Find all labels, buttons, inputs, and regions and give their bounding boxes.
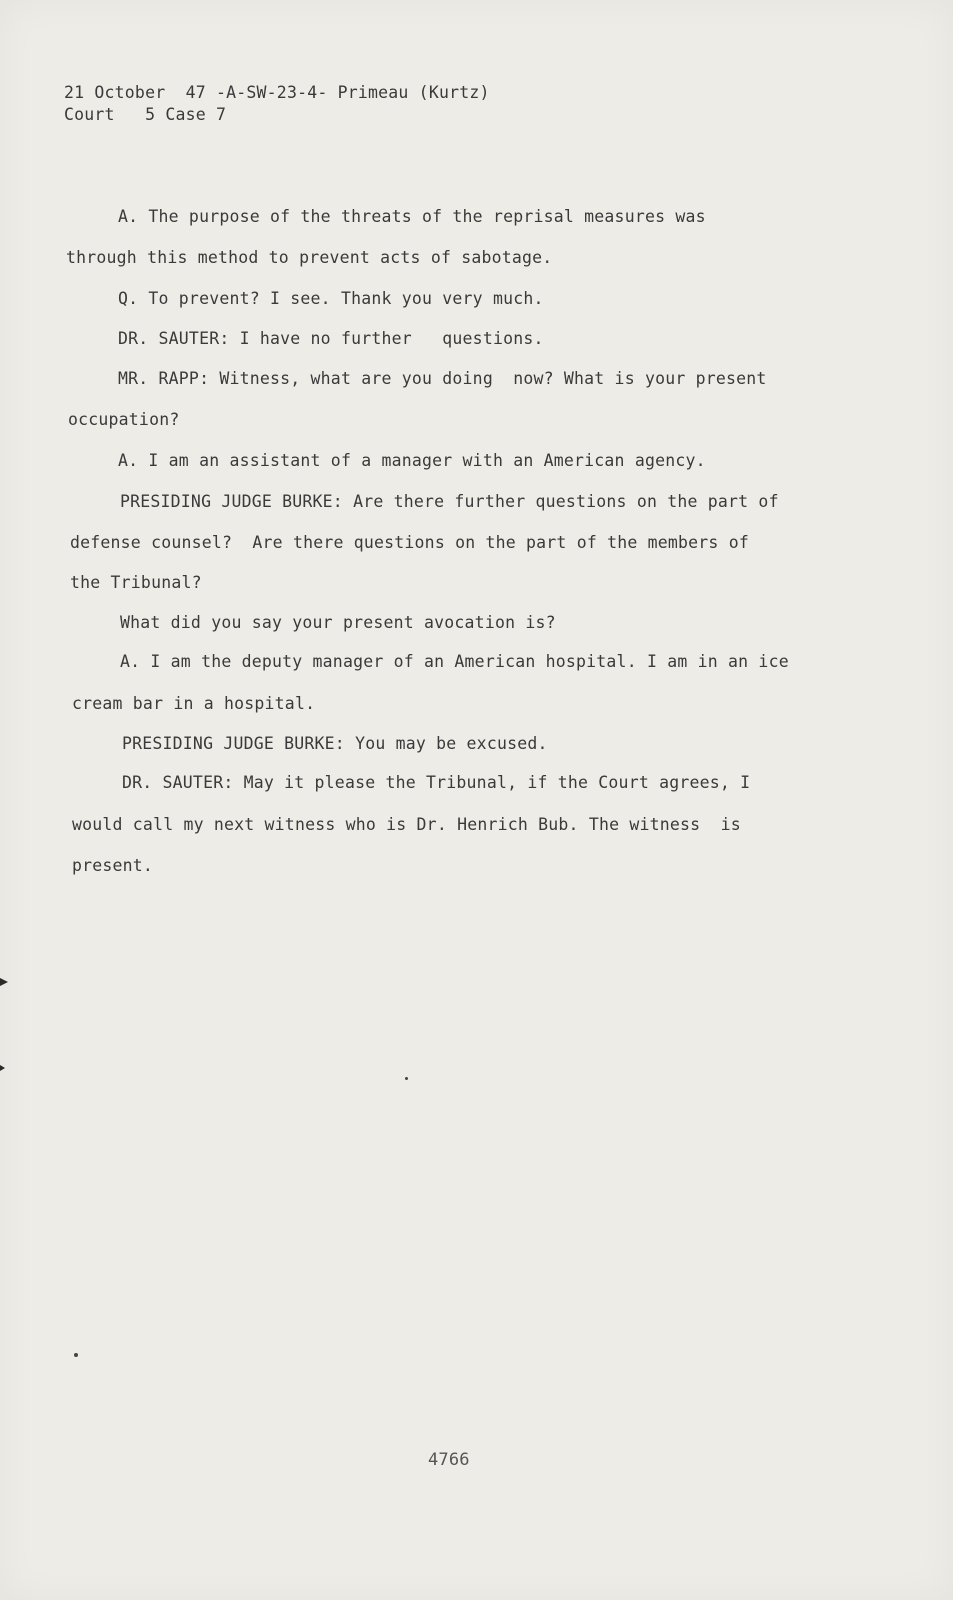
transcript-line: A. I am the deputy manager of an American hospital. I am in an ice [120,652,789,671]
transcript-line: DR. SAUTER: I have no further questions. [118,329,544,348]
transcript-line: A. I am an assistant of a manager with an American agency. [118,451,706,470]
transcript-line: through this method to prevent acts of sabotage. [66,248,553,267]
binding-mark [0,978,8,986]
document-header [64,82,490,126]
page-number: 4766 [428,1450,470,1470]
transcript-line: the Tribunal? [70,573,202,592]
binding-mark [0,1065,5,1071]
transcript-line: PRESIDING JUDGE BURKE: Are there further questions on the part of [120,492,779,511]
header-date-reference: 21 October 47 -A-SW-23-4- Primeau (Kurtz) [64,83,490,102]
transcript-line: cream bar in a hospital. [72,694,316,713]
paper-speck [74,1353,78,1357]
transcript-line: A. The purpose of the threats of the reprisal measures was [118,207,706,226]
transcript-line: defense counsel? Are there questions on the part of the members of [70,533,749,552]
paper-speck [405,1077,408,1080]
header-court-case: Court 5 Case 7 [64,105,227,124]
transcript-line: would call my next witness who is Dr. Henrich Bub. The witness is [72,815,741,834]
transcript-line: What did you say your present avocation is? [120,613,556,632]
transcript-line: PRESIDING JUDGE BURKE: You may be excused. [122,734,548,753]
transcript-line: Q. To prevent? I see. Thank you very much. [118,289,544,308]
transcript-line: DR. SAUTER: May it please the Tribunal, if the Court agrees, I [122,773,751,792]
transcript-line: present. [72,856,154,875]
transcript-line: occupation? [68,410,180,429]
transcript-line: MR. RAPP: Witness, what are you doing now? What is your present [118,369,767,388]
